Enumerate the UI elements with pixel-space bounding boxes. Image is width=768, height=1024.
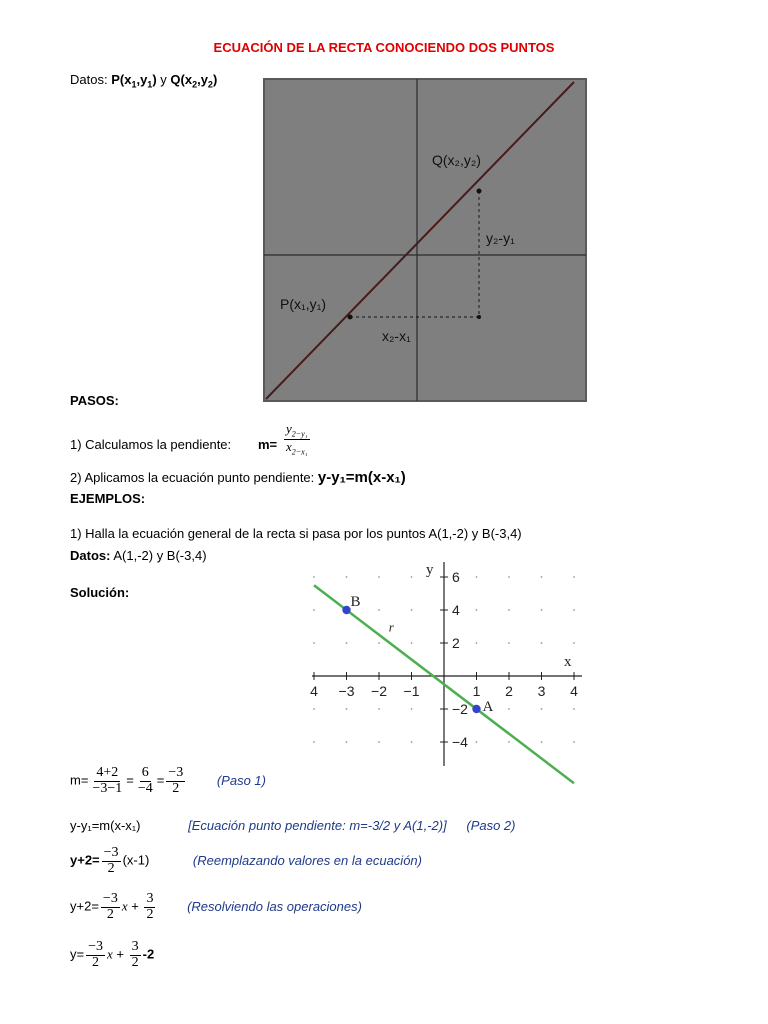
grid-dot xyxy=(541,642,543,644)
grid-dot xyxy=(411,708,413,710)
example-datos-label: Datos: xyxy=(70,548,111,563)
y-tick-label: −4 xyxy=(452,734,468,750)
point-label-b: B xyxy=(350,594,361,610)
grid-dot xyxy=(573,642,575,644)
corner-dot xyxy=(477,315,481,319)
grid-dot xyxy=(476,741,478,743)
fraction-line5-a: $\frac{-3}{2}$ xyxy=(88,939,103,970)
x-axis-label: x xyxy=(564,654,572,670)
step1-text: 1) Calculamos la pendiente: xyxy=(70,437,232,452)
fraction-line4-b: $\frac{3}{2}$ xyxy=(146,891,154,922)
example-chart-svg xyxy=(312,560,582,766)
example-chart xyxy=(312,560,582,766)
point-a xyxy=(472,705,480,713)
grid-dot xyxy=(378,708,380,710)
slope-denominator: $x_{2-x_1}$ xyxy=(286,438,308,457)
point-slope-eq: y-y₁=m(x-x₁) xyxy=(70,818,141,833)
grid-dot xyxy=(346,741,348,743)
pasos-heading: PASOS: xyxy=(70,393,119,408)
grid-dot xyxy=(573,708,575,710)
line-diagram-svg xyxy=(264,79,586,401)
grid-dot xyxy=(411,741,413,743)
x-tick-label: −3 xyxy=(338,683,355,699)
line5-prefix: y= xyxy=(70,946,85,962)
point-label-a: A xyxy=(482,699,494,715)
x-tick-label: −2 xyxy=(371,683,387,699)
x-tick-label: 1 xyxy=(472,683,481,699)
x-tick-label: −1 xyxy=(403,683,420,699)
label-dy: y₂-y₁ xyxy=(486,230,515,246)
note-reemplazando: (Reemplazando valores en la ecuación) xyxy=(192,852,422,868)
grid-dot xyxy=(573,609,575,611)
solution-line-2 xyxy=(70,818,516,833)
line3-prefix: y+2= xyxy=(70,852,100,868)
example-datos xyxy=(70,548,207,563)
line5-suffix: -2 xyxy=(142,946,155,962)
label-dx: x₂-x₁ xyxy=(382,328,411,344)
grid-dot xyxy=(476,576,478,578)
note-point-slope: [Ecuación punto pendiente: m=-3/2 y A(1,-2)] xyxy=(188,818,447,833)
solution-line-3 xyxy=(70,846,422,876)
grid-dot xyxy=(313,642,315,644)
grid-dot xyxy=(541,741,543,743)
point-p: $P(x_1,y_1)$ xyxy=(111,72,157,90)
x-tick-label: 4 xyxy=(310,683,318,699)
label-p: P(x₁,y₁) xyxy=(280,296,326,312)
step1-m: m= xyxy=(258,437,278,452)
grid-dot xyxy=(378,741,380,743)
datos-line: Datos: $P(x_1,y_1)$ y $Q(x_2,y_2)$ xyxy=(70,72,218,90)
grid-dot xyxy=(313,708,315,710)
line-label: r xyxy=(388,619,394,635)
line4-prefix: y+2= xyxy=(70,898,99,914)
label-q: Q(x₂,y₂) xyxy=(432,152,481,168)
slope-numerator: $y_{2-y_1}$ xyxy=(286,421,308,439)
solucion-heading: Solución: xyxy=(70,585,130,600)
y-tick-label: 6 xyxy=(452,569,460,585)
fraction-2: $\frac{6}{-4}$ xyxy=(137,765,153,796)
page-title: ECUACIÓN DE LA RECTA CONOCIENDO DOS PUNTOS xyxy=(213,40,555,55)
example-datos-value: A(1,-2) y B(-3,4) xyxy=(110,548,207,563)
point-q: $Q(x_2,y_2)$ xyxy=(170,72,218,90)
note-paso-1: (Paso 1) xyxy=(216,772,266,788)
x-tick-label: 4 xyxy=(570,683,578,699)
grid-dot xyxy=(573,741,575,743)
grid-dot xyxy=(508,741,510,743)
fraction-1: $\frac{4+2}{-3-1}$ xyxy=(92,765,123,796)
point-slope-equation: y-y₁=m(x-x₁) xyxy=(317,469,406,486)
grid-dot xyxy=(378,576,380,578)
slope-formula xyxy=(282,422,312,457)
slope-fraction xyxy=(284,422,310,457)
grid-dot xyxy=(313,741,315,743)
solution-line-1: m= $\frac{4+2}{-3-1}$ = $\frac{6}{-4}$ = $\frac{-3}{2}$ (Paso 1) xyxy=(70,765,266,796)
ejemplos-heading: EJEMPLOS: xyxy=(70,491,146,506)
grid-dot xyxy=(508,576,510,578)
datos-label: Datos: xyxy=(70,72,108,87)
grid-dot xyxy=(508,708,510,710)
y-tick-label: 4 xyxy=(452,602,460,618)
point-p-dot xyxy=(348,315,353,320)
fraction-line3: $\frac{-3}{2}$ xyxy=(103,845,119,876)
point-b xyxy=(342,606,350,614)
note-resolviendo: (Resolviendo las operaciones) xyxy=(187,898,362,914)
grid-dot xyxy=(508,609,510,611)
example-problem: 1) Halla la ecuación general de la recta si pasa por los puntos A(1,-2) y B(-3,4) xyxy=(70,526,522,541)
solution-line-5: y= $\frac{-3}{2}$ x + $\frac{3}{2}$ -2 xyxy=(70,939,155,970)
fraction-3: $\frac{-3}{2}$ xyxy=(168,765,184,796)
line3-suffix: (x-1) xyxy=(122,852,150,868)
y-axis-label: y xyxy=(426,562,434,578)
grid-dot xyxy=(313,576,315,578)
y-tick-label: −2 xyxy=(452,701,468,717)
line-diagram xyxy=(264,79,586,401)
fraction-line4-a: $\frac{-3}{2}$ xyxy=(102,891,118,922)
grid-dot xyxy=(346,642,348,644)
grid-dot xyxy=(541,576,543,578)
grid-dot xyxy=(476,609,478,611)
grid-dot xyxy=(541,708,543,710)
grid-dot xyxy=(508,642,510,644)
x-tick-label: 3 xyxy=(537,683,546,699)
note-paso-2: (Paso 2) xyxy=(466,818,516,833)
grid-dot xyxy=(346,576,348,578)
grid-dot xyxy=(346,708,348,710)
step2-line xyxy=(70,469,406,486)
grid-dot xyxy=(411,609,413,611)
grid-dot xyxy=(573,576,575,578)
grid-dot xyxy=(313,609,315,611)
grid-dot xyxy=(541,609,543,611)
y-tick-label: 2 xyxy=(452,635,460,651)
slope-m-label: m= xyxy=(70,772,89,788)
fraction-line5-b: $\frac{3}{2}$ xyxy=(131,939,139,970)
grid-dot xyxy=(378,609,380,611)
x-tick-label: 2 xyxy=(505,683,513,699)
point-q-dot xyxy=(477,189,482,194)
step2-text: 2) Aplicamos la ecuación punto pendiente: xyxy=(70,470,315,485)
grid-dot xyxy=(378,642,380,644)
solution-line-4: y+2= $\frac{-3}{2}$ x + $\frac{3}{2}$ (Resolviendo las operaciones) xyxy=(70,891,362,922)
grid-dot xyxy=(411,576,413,578)
grid-dot xyxy=(476,642,478,644)
grid-dot xyxy=(411,642,413,644)
